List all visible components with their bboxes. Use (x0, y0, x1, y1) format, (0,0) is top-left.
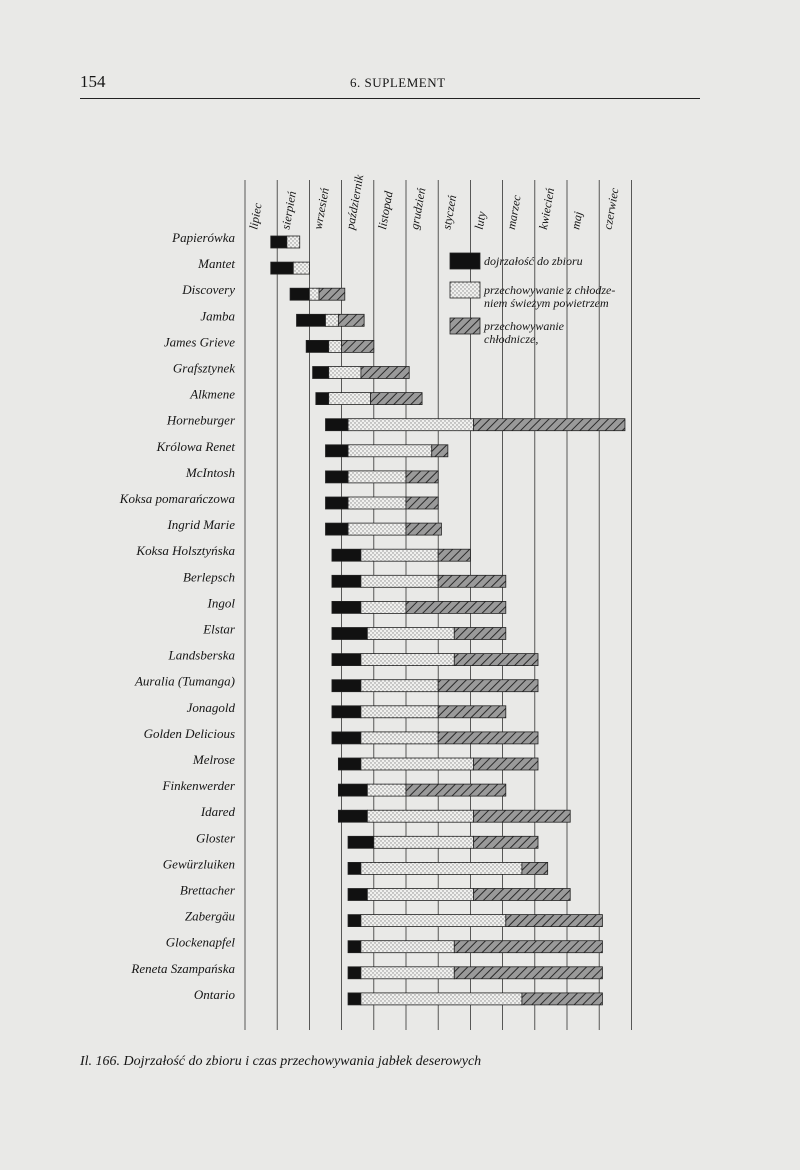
variety-label: Horneburger (166, 412, 235, 428)
cooler-bar (474, 419, 625, 431)
variety-label: Grafsztynek (172, 360, 235, 376)
fresh-air-bar (326, 314, 339, 326)
fresh-air-bar (348, 445, 432, 457)
variety-label: Koksa pomarańczowa (119, 491, 235, 506)
variety-label: Mantet (198, 256, 235, 272)
cooler-bar (474, 889, 571, 901)
ripeness-bar (326, 471, 349, 483)
fresh-air-bar (329, 393, 371, 405)
legend-label: przechowywanie (484, 319, 564, 333)
ripeness-bar (332, 549, 361, 561)
fresh-air-bar (329, 367, 361, 379)
ripeness-bar (332, 732, 361, 744)
month-label: styczeń (439, 193, 460, 231)
variety-label: Glockenapfel (165, 934, 235, 950)
variety-label: Auralia (Tumanga) (134, 673, 235, 689)
legend-swatch-fresh-air (450, 282, 480, 298)
cooler-bar (454, 941, 602, 953)
fresh-air-bar (361, 549, 438, 561)
ripeness-bar (338, 784, 367, 796)
ripeness-bar (348, 889, 367, 901)
ripeness-bar (326, 445, 349, 457)
cooler-bar (474, 758, 538, 770)
page-number: 154 (80, 72, 106, 91)
cooler-bar (438, 732, 538, 744)
variety-label: Alkmene (190, 386, 235, 402)
variety-label: Ingol (207, 595, 235, 611)
ripeness-bar (313, 367, 329, 379)
fresh-air-bar (361, 862, 522, 874)
cooler-bar (454, 654, 538, 666)
month-label: październik (342, 173, 367, 231)
month-label: luty (471, 210, 489, 231)
fresh-air-bar (361, 915, 506, 927)
variety-label: Brettacher (179, 882, 235, 898)
ripeness-bar (348, 967, 361, 979)
fresh-air-bar (287, 236, 300, 248)
fresh-air-bar (361, 732, 438, 744)
fresh-air-bar (361, 941, 454, 953)
ripeness-bar (271, 262, 294, 274)
legend-label: niem świeżym powietrzem (484, 296, 609, 310)
fresh-air-bar (367, 784, 406, 796)
fresh-air-bar (348, 419, 474, 431)
month-label: wrzesień (310, 186, 332, 231)
fresh-air-bar (367, 889, 473, 901)
variety-label: Koksa Holsztyńska (136, 543, 235, 559)
fresh-air-bar (367, 810, 473, 822)
month-label: lipiec (246, 201, 265, 231)
cooler-bar (438, 680, 538, 692)
ripeness-bar (332, 706, 361, 718)
month-label: marzec (503, 193, 524, 231)
cooler-bar (342, 340, 374, 352)
cooler-bar (438, 549, 470, 561)
variety-label: Jamba (200, 308, 235, 324)
cooler-bar (319, 288, 345, 300)
fresh-air-bar (367, 628, 454, 640)
month-label: maj (568, 210, 586, 231)
cooler-bar (454, 967, 602, 979)
ripeness-bar (332, 654, 361, 666)
cooler-bar (361, 367, 409, 379)
cooler-bar (406, 523, 441, 535)
ripeness-bar (332, 680, 361, 692)
ripeness-bar (332, 601, 361, 613)
cooler-bar (454, 628, 506, 640)
variety-label: Zabergäu (184, 908, 235, 924)
cooler-bar (406, 497, 438, 509)
cooler-bar (506, 915, 603, 927)
legend-label: dojrzałość do zbioru (484, 254, 583, 268)
cooler-bar (474, 810, 571, 822)
ripeness-bar (338, 758, 361, 770)
fresh-air-bar (329, 340, 342, 352)
variety-label: James Grieve (163, 334, 235, 350)
variety-label: Gewürzluiken (162, 856, 235, 872)
ripeness-bar (271, 236, 287, 248)
variety-label: Papierówka (172, 230, 235, 245)
cooler-bar (338, 314, 364, 326)
variety-label: Berlepsch (183, 569, 235, 585)
fresh-air-bar (361, 706, 438, 718)
section-title: 6. SUPLEMENT (350, 75, 446, 90)
variety-label: Idared (200, 804, 235, 820)
variety-label: Gloster (196, 830, 235, 846)
variety-label: McIntosh (185, 464, 235, 480)
variety-label: Jonagold (186, 699, 235, 715)
fresh-air-bar (348, 523, 406, 535)
legend-swatch-cooler (450, 318, 480, 334)
ripeness-bar (332, 575, 361, 587)
variety-label: Reneta Szampańska (131, 960, 235, 976)
month-label: grudzień (407, 186, 429, 231)
fresh-air-bar (374, 836, 474, 848)
ripeness-bar (338, 810, 367, 822)
cooler-bar (522, 993, 603, 1005)
cooler-bar (406, 601, 506, 613)
fresh-air-bar (361, 758, 474, 770)
legend-label: przechowywanie z chłodze- (484, 283, 616, 297)
ripeness-bar (290, 288, 309, 300)
variety-label: Melrose (192, 752, 235, 767)
ripeness-bar (306, 340, 329, 352)
cooler-bar (432, 445, 448, 457)
cooler-bar (474, 836, 538, 848)
cooler-bar (438, 706, 506, 718)
ripeness-bar (326, 419, 349, 431)
ripeness-bar (326, 523, 349, 535)
ripeness-bar (316, 393, 329, 405)
fresh-air-bar (361, 575, 438, 587)
legend-label: chłodnicze, (484, 332, 539, 346)
cooler-bar (406, 471, 438, 483)
fresh-air-bar (361, 967, 454, 979)
ripeness-bar (297, 314, 326, 326)
variety-label: Elstar (203, 621, 235, 637)
ripeness-bar (348, 862, 361, 874)
fresh-air-bar (293, 262, 309, 274)
month-label: kwiecień (536, 186, 558, 231)
cooler-bar (438, 575, 506, 587)
fresh-air-bar (361, 654, 454, 666)
fresh-air-bar (348, 497, 406, 509)
variety-label: Ontario (193, 986, 235, 1002)
variety-label: Golden Delicious (143, 725, 235, 741)
month-label: sierpień (278, 190, 299, 231)
variety-label: Ingrid Marie (167, 517, 235, 533)
ripeness-bar (348, 836, 374, 848)
fresh-air-bar (361, 680, 438, 692)
legend-swatch-ripeness (450, 253, 480, 269)
month-label: listopad (375, 190, 396, 231)
variety-label: Finkenwerder (162, 778, 235, 794)
variety-label: Discovery (182, 282, 235, 298)
ripeness-bar (348, 941, 361, 953)
cooler-bar (522, 862, 548, 874)
cooler-bar (371, 393, 423, 405)
fresh-air-bar (309, 288, 319, 300)
fresh-air-bar (361, 993, 522, 1005)
cooler-bar (406, 784, 506, 796)
variety-label: Królowa Renet (156, 438, 235, 454)
month-label: czerwiec (600, 186, 622, 231)
ripeness-bar (348, 915, 361, 927)
ripeness-bar (326, 497, 349, 509)
ripeness-bar (332, 628, 367, 640)
figure-caption: Il. 166. Dojrzałość do zbioru i czas przechowywania jabłek deserowych (80, 1054, 482, 1069)
ripeness-bar (348, 993, 361, 1005)
variety-label: Landsberska (168, 647, 235, 663)
fresh-air-bar (361, 601, 406, 613)
fresh-air-bar (348, 471, 406, 483)
